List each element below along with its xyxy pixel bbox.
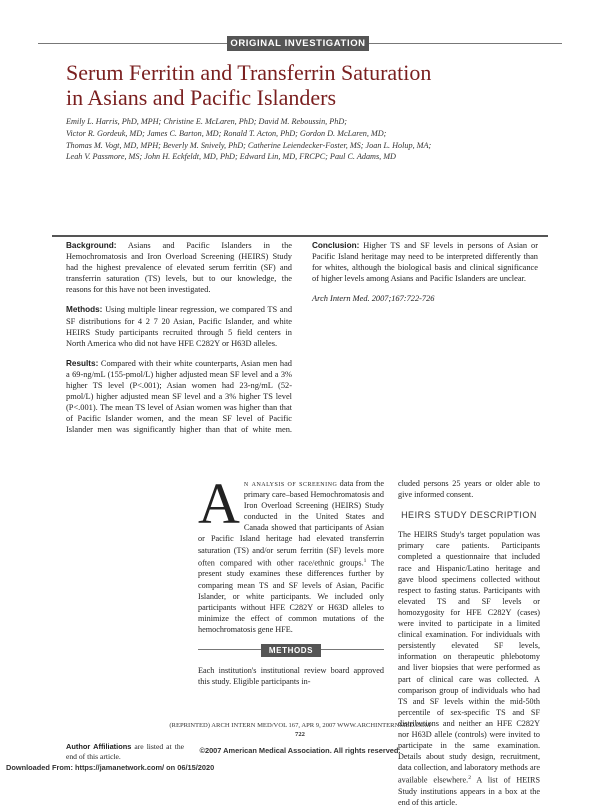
affiliations-text: are listed at the end of this article. <box>66 742 184 761</box>
citation: Arch Intern Med. 2007;167:722-726 <box>312 294 435 304</box>
heirs-text-cont: A list of HEIRS Study institutions appears in a box at the end of this article. <box>398 776 540 808</box>
methods-text: Each institution's institutional review board approved this study. Eligible participants in- <box>198 666 384 687</box>
methods-heading: METHODS <box>261 644 321 657</box>
journal-footer <box>0 722 600 729</box>
title-line-2: in Asians and Pacific Islanders <box>66 85 337 110</box>
reference: 1 <box>363 557 367 564</box>
author-line: Leah V. Passmore, MS; John H. Eckfeldt, MD, PhD; Edward Lin, MD, FRCPC; Paul C. Adams, MD <box>66 152 396 162</box>
right-column-intro: cluded persons 25 years or older able to give informed consent. <box>398 479 540 500</box>
methods-label: Methods: <box>66 305 103 315</box>
page-number: 722 <box>295 731 305 738</box>
affiliations-label: Author Affiliations <box>66 742 132 751</box>
author-line: Emily L. Harris, PhD, MPH; Christine E. McLaren, PhD; David M. Reboussin, PhD; <box>66 117 347 126</box>
background-text: Asians and Pacific Islanders in the Hemochromatosis and Iron Overload Screening (HEIRS) Study had the highest prevalence of elevated serum ferritin (SF) and transferrin saturation (TS) levels, but to our knowledge, the reasons for this have not been investigated. <box>66 241 292 295</box>
methods-text: Using multiple linear regression, we compared TS and SF distributions for 4 2 7 20 Asian, Pacific Islander, and white HEIRS Study participants recruited through 5 field centers in North America who did not have HFE C282Y or H63D alleles. <box>66 305 293 348</box>
download-notice: Downloaded From: https://jamanetwork.com/ on 06/15/2020 <box>6 763 215 772</box>
copyright-line: ©2007 American Medical Association. All rights reserved. <box>199 746 401 755</box>
author-line: Thomas M. Vogt, MD, MPH; Beverly M. Snively, PhD; Catherine Leiendecker-Foster, MS; Joan L. Holup, MA; <box>66 140 432 150</box>
background-label: Background: <box>66 241 117 250</box>
intro-text-cont: The present study examines these differences further by comparing mean TS and SF levels of Asian, Pacific Islander, or white participants. We included only participants without HFE C282Y or H63D alleles to minimize the effect of common mutations of the hemochromatosis gene HFE. <box>198 558 384 634</box>
author-list <box>66 116 536 163</box>
conclusion-text: Higher TS and SF levels in persons of Asian or Pacific Island heritage may need to be interpreted differently than for whites, although the biological basis and clinical significance of higher levels among Asians and Pacific Islanders are unclear. <box>312 241 539 284</box>
results-label: Results: <box>66 358 99 368</box>
heirs-text: The HEIRS Study's target population was primary care patients. Participants completed a questionnaire that included race and Hispanic/Latino heritage and gave blood specimens collected without respect to fasting status. Participants with elevated TS and SF levels or homozygosity for HFE C282Y (cases) were invited to participate in a limited clinical examination. For individuals with persistently elevated SF levels, information on therapeutic phlebotomy and liver biopsies that were performed as part of clinical care was collected. A comparison group of individuals who had TS and SF levels within the mid-50th percentile of sex-specific TS and SF distributions and neither an HFE C282Y nor H63D allele (controls) were invited to participate in the same examination. Details about study design, recruitment, data collection, and laboratory methods are available elsewhere. <box>398 530 540 786</box>
dropcap: A <box>198 471 240 536</box>
journal-line: (REPRINTED) ARCH INTERN MED/VOL 167, APR 9, 2007 WWW.ARCHINTERNMED.COM <box>169 722 431 729</box>
right-column <box>398 478 540 808</box>
intro-column <box>198 471 384 687</box>
intro-text: data from the primary care–based Hemochromatosis and Iron Overload Screening (HEIRS) Study conducted in the United States and Canada showed that participants of Asian or Pacific Island heritage had elevated transferrin saturation (TS) and/or serum ferritin (SF) levels more often compared with other race/ethnic groups. <box>198 479 384 568</box>
abstract-right-column <box>312 240 538 313</box>
heirs-heading: HEIRS STUDY DESCRIPTION <box>401 510 537 521</box>
conclusion-label: Conclusion: <box>312 241 360 250</box>
reference: 2 <box>468 775 471 782</box>
author-line: Victor R. Gordeuk, MD; James C. Barton, MD; Ronald T. Acton, PhD; Gordon D. McLaren, MD; <box>66 128 387 138</box>
results-text: Compared with their white counterparts, Asian men had a 69-ng/mL (155-pmol/L) higher adjusted mean SF level and a 3% higher TS level (P<.001); Asian women had 23-ng/mL (52-pmol/L) higher adjusted mean SF level and a 3% higher TS level (P<.001). The mean TS level of Asian women was higher than that of Pacific Islander women, and the mean SF level of Pacific Islander men was significantly higher than that of white men. <box>66 358 292 435</box>
article-title <box>66 60 536 110</box>
title-line-1: Serum Ferritin and Transferrin Saturation <box>66 60 432 85</box>
intro-smallcaps: n analysis of screening <box>243 479 338 488</box>
section-badge: ORIGINAL INVESTIGATION <box>227 36 369 51</box>
abstract-left-column <box>66 240 292 445</box>
